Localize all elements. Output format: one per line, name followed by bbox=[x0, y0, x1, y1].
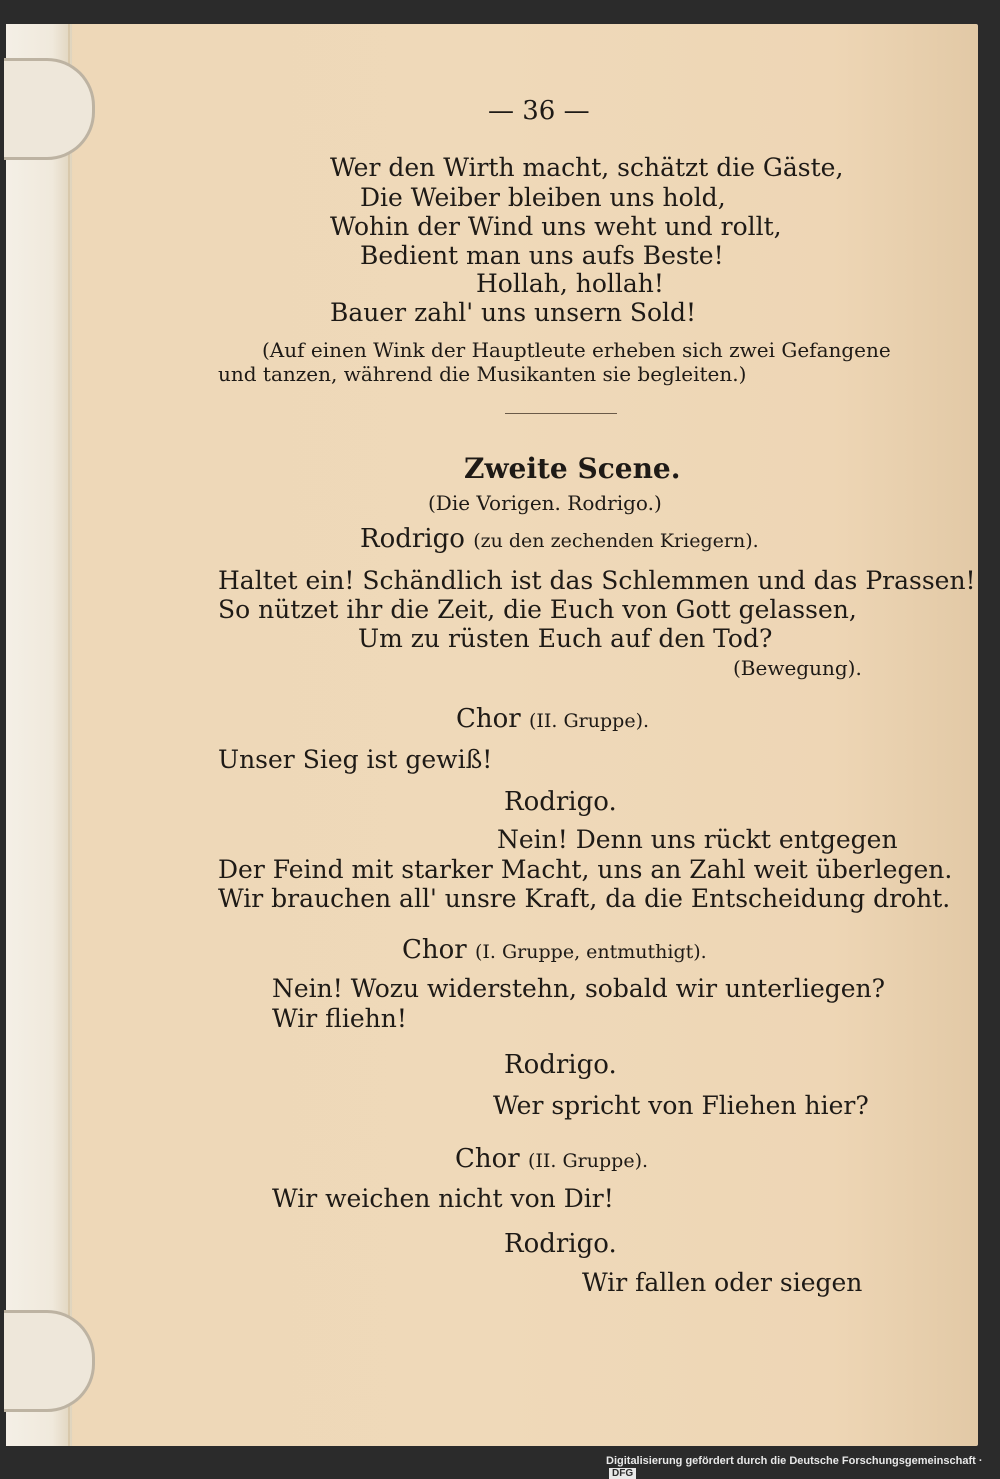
speaker-name: Chor bbox=[455, 1144, 520, 1174]
stage-direction: und tanzen, während die Musikanten sie begleiten.) bbox=[218, 362, 747, 386]
page-spine bbox=[6, 24, 72, 1446]
verse-line: Wohin der Wind uns weht und rollt, bbox=[330, 212, 782, 241]
dialogue-line: Um zu rüsten Euch auf den Tod? bbox=[358, 624, 773, 653]
speaker-name: Chor bbox=[456, 704, 521, 734]
digitization-credit bbox=[606, 1455, 1000, 1479]
page-number: — 36 — bbox=[488, 96, 590, 126]
speaker-label: Rodrigo. bbox=[504, 787, 617, 817]
section-divider bbox=[505, 413, 617, 414]
verse-line: Bauer zahl' uns unsern Sold! bbox=[330, 298, 697, 327]
scene-cast: (Die Vorigen. Rodrigo.) bbox=[428, 491, 662, 515]
dialogue-line: Der Feind mit starker Macht, uns an Zahl weit überlegen. bbox=[218, 855, 953, 884]
dialogue-line: Unser Sieg ist gewiß! bbox=[218, 745, 493, 774]
speaker-note: (I. Gruppe, entmuthigt). bbox=[475, 941, 707, 963]
speaker-label bbox=[402, 935, 707, 965]
dialogue-line: Nein! Wozu widerstehn, sobald wir unterliegen? bbox=[272, 974, 886, 1003]
verse-line: Wer den Wirth macht, schätzt die Gäste, bbox=[330, 153, 844, 182]
stage-direction: (Bewegung). bbox=[733, 656, 862, 680]
dialogue-line: Wir fliehn! bbox=[272, 1004, 407, 1033]
speaker-name: Chor bbox=[402, 935, 467, 965]
dialogue-line: Haltet ein! Schändlich ist das Schlemmen und das Prassen! bbox=[218, 566, 976, 595]
speaker-label bbox=[456, 704, 649, 734]
dialogue-line: Nein! Denn uns rückt entgegen bbox=[497, 825, 898, 854]
dialogue-line: Wer spricht von Fliehen hier? bbox=[493, 1091, 869, 1120]
speaker-note: (II. Gruppe). bbox=[528, 1150, 649, 1172]
speaker-label: Rodrigo. bbox=[504, 1050, 617, 1080]
dialogue-line: Wir brauchen all' unsre Kraft, da die Entscheidung droht. bbox=[218, 884, 951, 913]
dfg-logo: DFG bbox=[609, 1468, 636, 1479]
dialogue-line: So nützet ihr die Zeit, die Euch von Gott gelassen, bbox=[218, 595, 857, 624]
verse-line: Die Weiber bleiben uns hold, bbox=[360, 183, 726, 212]
speaker-note: (zu den zechenden Kriegern). bbox=[473, 530, 759, 552]
speaker-note: (II. Gruppe). bbox=[529, 710, 650, 732]
dialogue-line: Wir weichen nicht von Dir! bbox=[272, 1184, 614, 1213]
binding-clip-top bbox=[4, 58, 95, 160]
verse-line: Bedient man uns aufs Beste! bbox=[360, 241, 724, 270]
credit-text: Digitalisierung gefördert durch die Deutsche Forschungsgemeinschaft · bbox=[606, 1455, 983, 1467]
dialogue-line: Wir fallen oder siegen bbox=[582, 1268, 863, 1297]
speaker-label: Rodrigo. bbox=[504, 1229, 617, 1259]
scene-title: Zweite Scene. bbox=[464, 452, 681, 485]
speaker-name: Rodrigo bbox=[360, 524, 465, 554]
stage-direction: (Auf einen Wink der Hauptleute erheben sich zwei Gefangene bbox=[262, 338, 891, 362]
gutter-line bbox=[68, 24, 70, 1446]
speaker-label bbox=[455, 1144, 648, 1174]
verse-line: Hollah, hollah! bbox=[476, 269, 664, 298]
speaker-label bbox=[360, 524, 759, 554]
binding-clip-bottom bbox=[4, 1310, 95, 1412]
